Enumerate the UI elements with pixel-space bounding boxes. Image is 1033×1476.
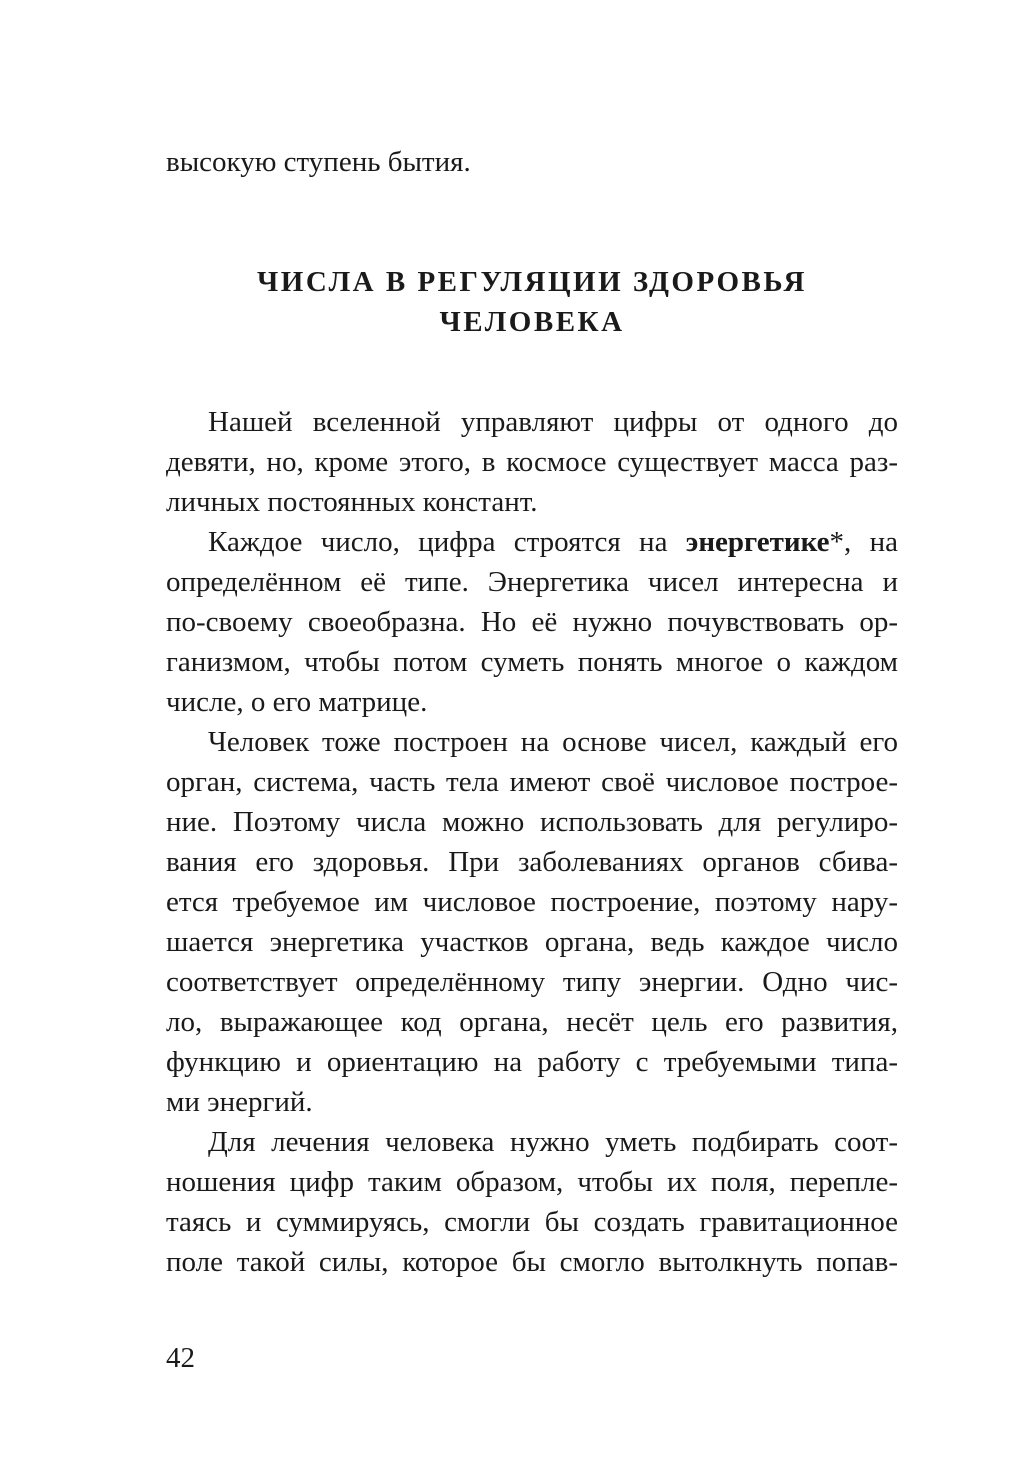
- paragraph-3-line-1: Человек тоже построен на основе чисел, каждый его: [208, 726, 898, 758]
- paragraph-3-line-5: ется требуемое им числовое построение, поэтому нару-: [166, 886, 898, 918]
- continuation-line: высокую ступень бытия.: [166, 146, 471, 178]
- paragraph-2-line-5: числе, о его матрице.: [166, 686, 428, 718]
- paragraph-3-line-4: вания его здоровья. При заболеваниях органов сбива-: [166, 846, 898, 878]
- paragraph-3-line-8: ло, выражающее код органа, несёт цель его развития,: [166, 1006, 898, 1038]
- paragraph-4-line-4: поле такой силы, которое бы смогло вытолкнуть попав-: [166, 1246, 898, 1278]
- paragraph-3-line-10: ми энергий.: [166, 1086, 313, 1118]
- paragraph-2-text-before: Каждое число, цифра строятся на: [208, 526, 686, 558]
- paragraph-4-line-1: Для лечения человека нужно уметь подбирать соот-: [208, 1126, 898, 1158]
- section-heading-line-2: ЧЕЛОВЕКА: [439, 306, 625, 338]
- term-energetika: энергетике: [685, 526, 830, 558]
- paragraph-1-line-1: Нашей вселенной управляют цифры от одного до: [208, 406, 898, 438]
- paragraph-1-line-2: девяти, но, кроме этого, в космосе существует масса раз-: [166, 446, 898, 478]
- page-number: 42: [166, 1342, 195, 1374]
- paragraph-3-line-2: орган, система, часть тела имеют своё числовое построе-: [166, 766, 898, 798]
- paragraph-1-line-3: личных постоянных констант.: [166, 486, 538, 518]
- paragraph-3-line-6: шается энергетика участков органа, ведь каждое число: [166, 926, 898, 958]
- section-heading-line-1: ЧИСЛА В РЕГУЛЯЦИИ ЗДОРОВЬЯ: [257, 266, 807, 298]
- paragraph-2-line-2: определённом её типе. Энергетика чисел интересна и: [166, 566, 898, 598]
- paragraph-3-line-9: функцию и ориентацию на работу с требуемыми типа-: [166, 1046, 898, 1078]
- paragraph-3-line-7: соответствует определённому типу энергии. Одно чис-: [166, 966, 898, 998]
- paragraph-3-line-3: ние. Поэтому числа можно использовать для регулиро-: [166, 806, 898, 838]
- paragraph-4-line-3: таясь и суммируясь, смогли бы создать гравитационное: [166, 1206, 898, 1238]
- paragraph-2-line-4: ганизмом, чтобы потом суметь понять многое о каждом: [166, 646, 898, 678]
- paragraph-2-line-1: [208, 522, 898, 562]
- paragraph-2-line-3: по-своему своеобразна. Но её нужно почувствовать ор-: [166, 606, 898, 638]
- paragraph-2-text-after: *, на: [829, 526, 898, 558]
- paragraph-4-line-2: ношения цифр таким образом, чтобы их поля, перепле-: [166, 1166, 898, 1198]
